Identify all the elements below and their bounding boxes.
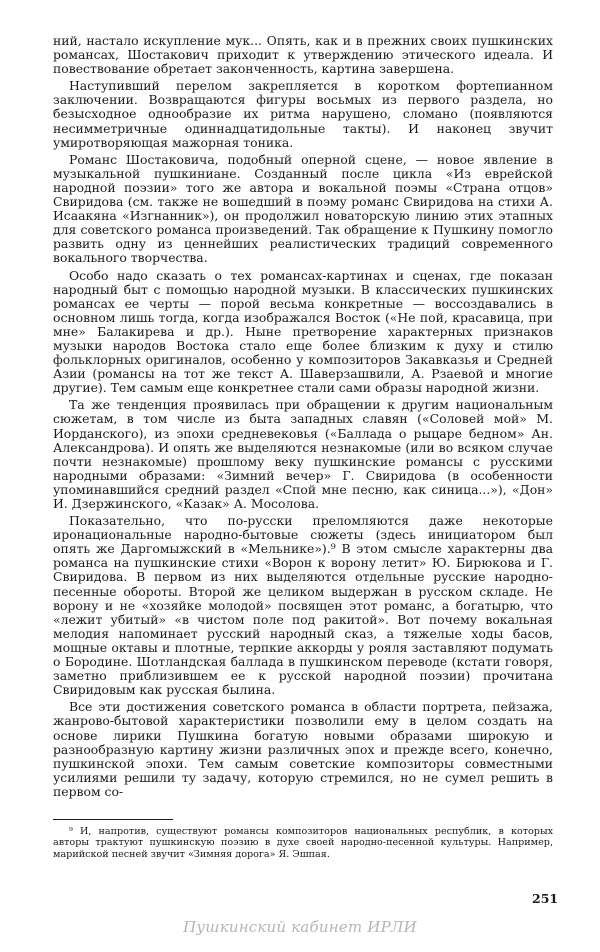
watermark: Пушкинский кабинет ИРЛИ xyxy=(183,918,417,936)
footnote-text: ⁹ И, напротив, существуют романсы композиторов национальных республик, в которых авторы трактуют пушкинскую поэзию в духе своей народно-песенной культуры. Например, марийской песней звучит «Зимняя дорога» Я. Эшпая. xyxy=(53,826,553,860)
paragraph: Та же тенденция проявилась при обращении к другим национальным сюжетам, в том числе из быта западных славян («Соловей мой» М. Иорданского), из эпохи средневековья («Баллада о рыцаре бедном» Ан. Александрова). И опять же выделяются незнакомые (или во всяком случае почти незнакомые) прошлому веку пушкинские романсы с русскими народными образами: «Зимний вечер» Г. Свиридова (в особенности упоминавшийся средний раздел «Спой мне песню, как синица...»), «Дон» И. Дзержинского, «Казак» А. Мосолова. xyxy=(53,397,553,511)
main-text xyxy=(53,34,553,799)
page-number: 251 xyxy=(532,891,559,906)
footnote xyxy=(53,826,553,860)
paragraph: Романс Шостаковича, подобный оперной сцене, — новое явление в музыкальной пушкиниане. Созданный после цикла «Из еврейской народной поэзии» того же автора и вокальной поэмы «Страна отцов» Свиридова (см. также не вошедший в поэму романс Свиридова на стихи А. Исаакяна «Изгнанник»), он продолжил новаторскую линию этих этапных для советского романса произведений. Так обращение к Пушкину помогло развить одну из ценнейших реалистических традиций современного вокального творчества. xyxy=(53,151,553,266)
footnote-divider xyxy=(53,819,173,820)
paragraph: Наступивший перелом закрепляется в коротком фортепианном заключении. Возвращаются фигуры восьмых из первого раздела, но безысходное однообразие их ритма нарушено, сломано (появляются несимметричные одиннадцатидольные такты). И наконец звучит умиротворяющая мажорная тоника. xyxy=(53,78,553,150)
paragraph: Показательно, что по-русски преломляются даже некоторые иронациональные народно-бытовые сюжеты (здесь инициатором был опять же Даргомыжский в «Мельнике»).⁹ В этом смысле характерны два романса на пушкинские стихи «Ворон к ворону летит» Ю. Бирюкова и Г. Свиридова. В первом из них выделяются отдельные русские народно-песенные обороты. Второй же целиком выдержан в русском складе. Не ворону и не «хозяйке молодой» посвящен этот романс, а богатырю, что «лежит убитый» «в чистом поле под ракитой». Вот почему вокальная мелодия напоминает русский народный сказ, а тяжелые ходы басов, мощные октавы и плотные, терпкие аккорды у рояля заставляют подумать о Бородине. Шотландская баллада в пушкинском переводе (кстати говоря, заметно приблизившем ее к русской народной поэзии) прочитана Свиридовым как русская былина. xyxy=(53,513,553,698)
paragraph: Особо надо сказать о тех романсах-картинах и сценах, где показан народный быт с помощью народной музыки. В классических пушкинских романсах ее черты — порой весьма конкретные — воссоздавались в основном лишь тогда, когда изображался Восток («Не пой, красавица, при мне» Балакирева и др.). Ныне претворение характерных признаков музыки народов Востока стало еще более близким к духу и стилю фольклорных оригиналов, особенно у композиторов Закавказья и Средней Азии (романсы на тот же текст А. Шаверзашвили, А. Рзаевой и многие другие). Тем самым еще конкретнее стали сами образы народной жизни. xyxy=(53,267,553,396)
paragraph: ний, настало искупление мук... Опять, как и в прежних своих пушкинских романсах, Шостакович приходит к утверждению этического идеала. И повествование обретает законченность, картина завершена. xyxy=(53,33,553,77)
paragraph: Все эти достижения советского романса в области портрета, пейзажа, жанрово-бытовой характеристики позволили ему в целом создать на основе лирики Пушкина богатую новыми образами широкую и разнообразную картину жизни различных эпох и прежде всего, конечно, пушкинской эпохи. Тем самым советские композиторы совместными усилиями решили ту задачу, которую стремился, но не сумел решить в первом со- xyxy=(53,699,553,799)
